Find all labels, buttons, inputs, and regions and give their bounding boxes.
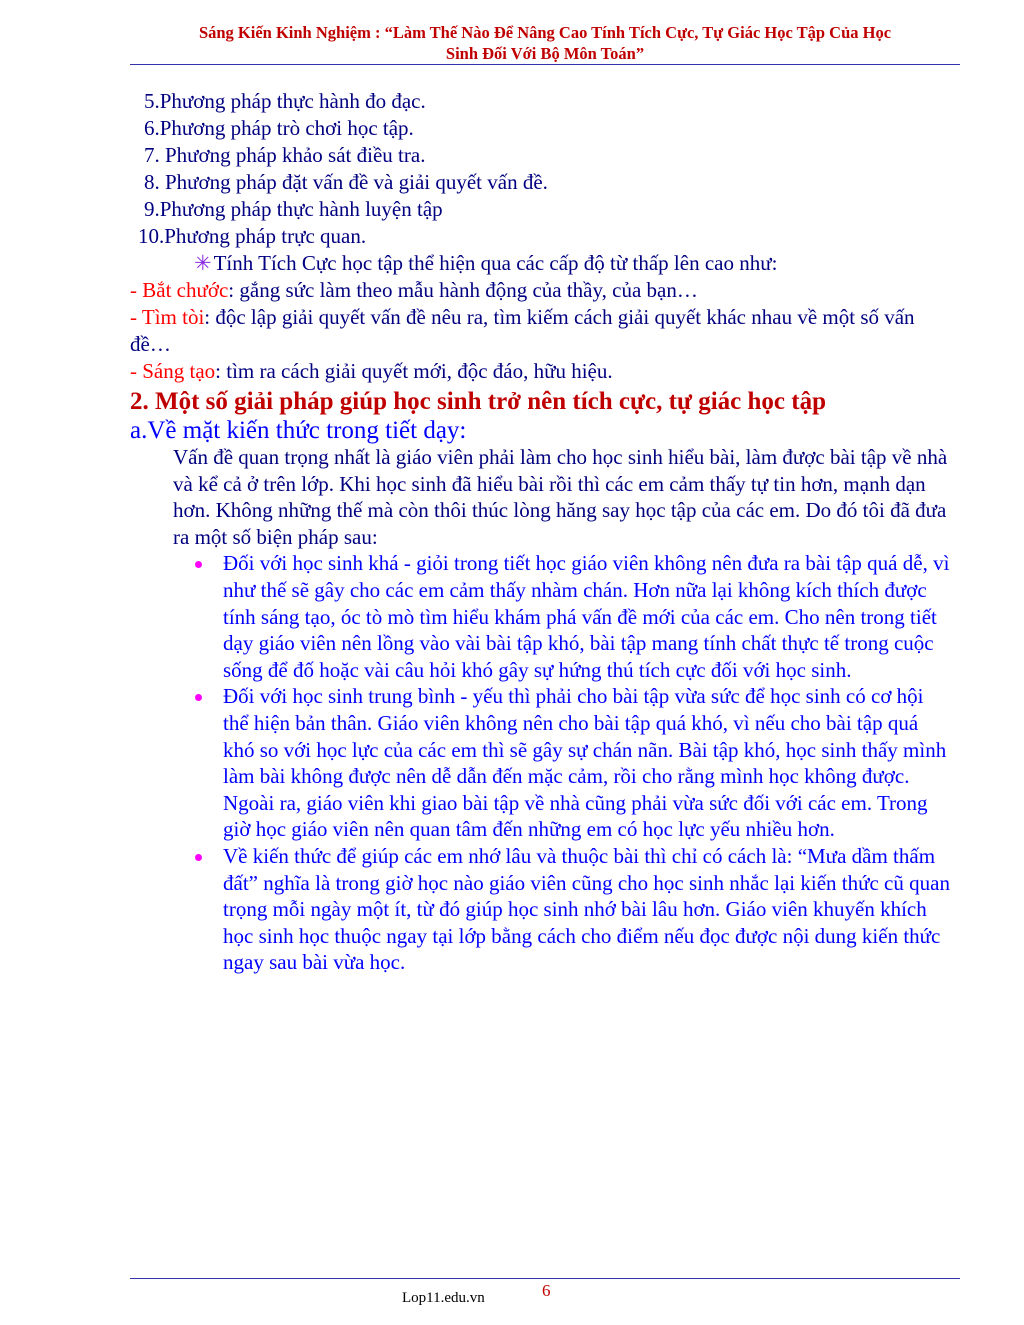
level-term: - Sáng tạo	[130, 359, 216, 383]
level-item-exploration	[130, 304, 960, 358]
footer-site-name: Lop11.edu.vn	[402, 1290, 485, 1306]
activity-intro	[130, 250, 960, 277]
level-description: : độc lập giải quyết vấn đề nêu ra, tìm kiếm cách giải quyết khác nhau về một số vấn đề…	[130, 305, 915, 356]
activity-intro-text: Tính Tích Cực học tập thể hiện qua các cấp độ từ thấp lên cao như:	[213, 251, 778, 275]
list-item-text: Đối với học sinh trung bình - yếu thì phải cho bài tập vừa sức để học sinh có cơ hội thể hiện bản thân. Giáo viên không nên cho bài tập quá khó, vì nếu cho bài tập quá khó so với học lực của các em thì sẽ gây sự chán nãn. Bài tập khó, học sinh thấy mình làm bài không được nên dễ dẫn đến mặc cảm, rồi cho rằng mình học không được. Ngoài ra, giáo viên khi giao bài tập về nhà cũng phải vừa sức đối với các em. Trong giờ học giáo viên nên quan tâm đến những em có học lực yếu nhiều hơn.	[223, 684, 947, 842]
level-item-creativity	[130, 358, 960, 385]
level-term: - Tìm tòi	[130, 305, 205, 329]
header-title-line-2: Sinh Đối Với Bộ Môn Toán”	[445, 44, 645, 63]
bullet-dot-icon	[195, 694, 202, 701]
method-item-10: 10.Phương pháp trực quan.	[138, 224, 367, 248]
level-term: - Bắt chước	[130, 278, 229, 302]
list-item	[223, 550, 953, 683]
bullet-dot-icon	[195, 854, 202, 861]
list-item	[223, 843, 953, 976]
level-description: : gắng sức làm theo mẫu hành động của thầy, của bạn…	[228, 278, 698, 302]
level-item-imitation	[130, 277, 960, 304]
method-item-9: 9.Phương pháp thực hành luyện tập	[144, 197, 443, 221]
intro-paragraph: Vấn đề quan trọng nhất là giáo viên phải làm cho học sinh hiểu bài, làm được bài tập về nhà và kể cả ở trên lớp. Khi học sinh đã hiểu bài rồi thì các em cảm thấy tự tin hơn, mạnh dạn hơn. Không những thế mà còn thôi thúc lòng hăng say học tập của các em. Do đó tôi đã đưa ra một số biện pháp sau:	[173, 445, 948, 549]
method-item-6: 6.Phương pháp trò chơi học tập.	[144, 116, 414, 140]
method-item-7: 7. Phương pháp khảo sát điều tra.	[144, 143, 426, 167]
solution-list	[130, 550, 960, 976]
method-item-5: 5.Phương pháp thực hành đo đạc.	[144, 89, 426, 113]
section-heading: 2. Một số giải pháp giúp học sinh trở nên tích cực, tự giác học tập	[130, 388, 826, 415]
list-item-text: Đối với học sinh khá - giỏi trong tiết học giáo viên không nên đưa ra bài tập quá dễ, vì như thế sẽ gây cho các em cảm thấy nhàm chán. Hơn nữa lại không kích thích được tính sáng tạo, óc tò mò tìm hiểu khám phá vấn đề mới của các em. Cho nên trong tiết dạy giáo viên nên lồng vào vài bài tập khó, bài tập mang tính chất thực tế trong cuộc sống để đố hoặc vài câu hỏi khó gây sự hứng thú tích cực đối với học sinh.	[223, 551, 950, 682]
header-title-line-1: Sáng Kiến Kinh Nghiệm : “Làm Thế Nào Để Nâng Cao Tính Tích Cực, Tự Giác Học Tập Của Học	[198, 23, 892, 42]
footer-divider	[130, 1278, 960, 1279]
document-header	[130, 22, 960, 64]
subsection-heading: a.Về mặt kiến thức trong tiết dạy:	[130, 417, 467, 444]
method-item-8: 8. Phương pháp đặt vấn đề và giải quyết vấn đề.	[144, 170, 548, 194]
page-body	[130, 88, 960, 976]
list-item-text: Về kiến thức để giúp các em nhớ lâu và thuộc bài thì chỉ có cách là: “Mưa dầm thấm đất” nghĩa là trong giờ học nào giáo viên cũng cho học sinh nhắc lại kiến thức cũ quan trọng mỗi ngày một ít, từ đó giúp học sinh nhớ bài lâu hơn. Giáo viên khuyến khích học sinh học thuộc ngay tại lớp bằng cách cho điểm nếu đọc được nội dung kiến thức ngay sau bài vừa học.	[223, 843, 950, 975]
asterisk-icon: ✳	[194, 251, 212, 275]
level-description: : tìm ra cách giải quyết mới, độc đáo, hữu hiệu.	[215, 359, 613, 383]
list-item	[223, 683, 953, 843]
header-divider	[130, 64, 960, 65]
bullet-dot-icon	[195, 561, 202, 568]
page-number: 6	[542, 1281, 551, 1300]
